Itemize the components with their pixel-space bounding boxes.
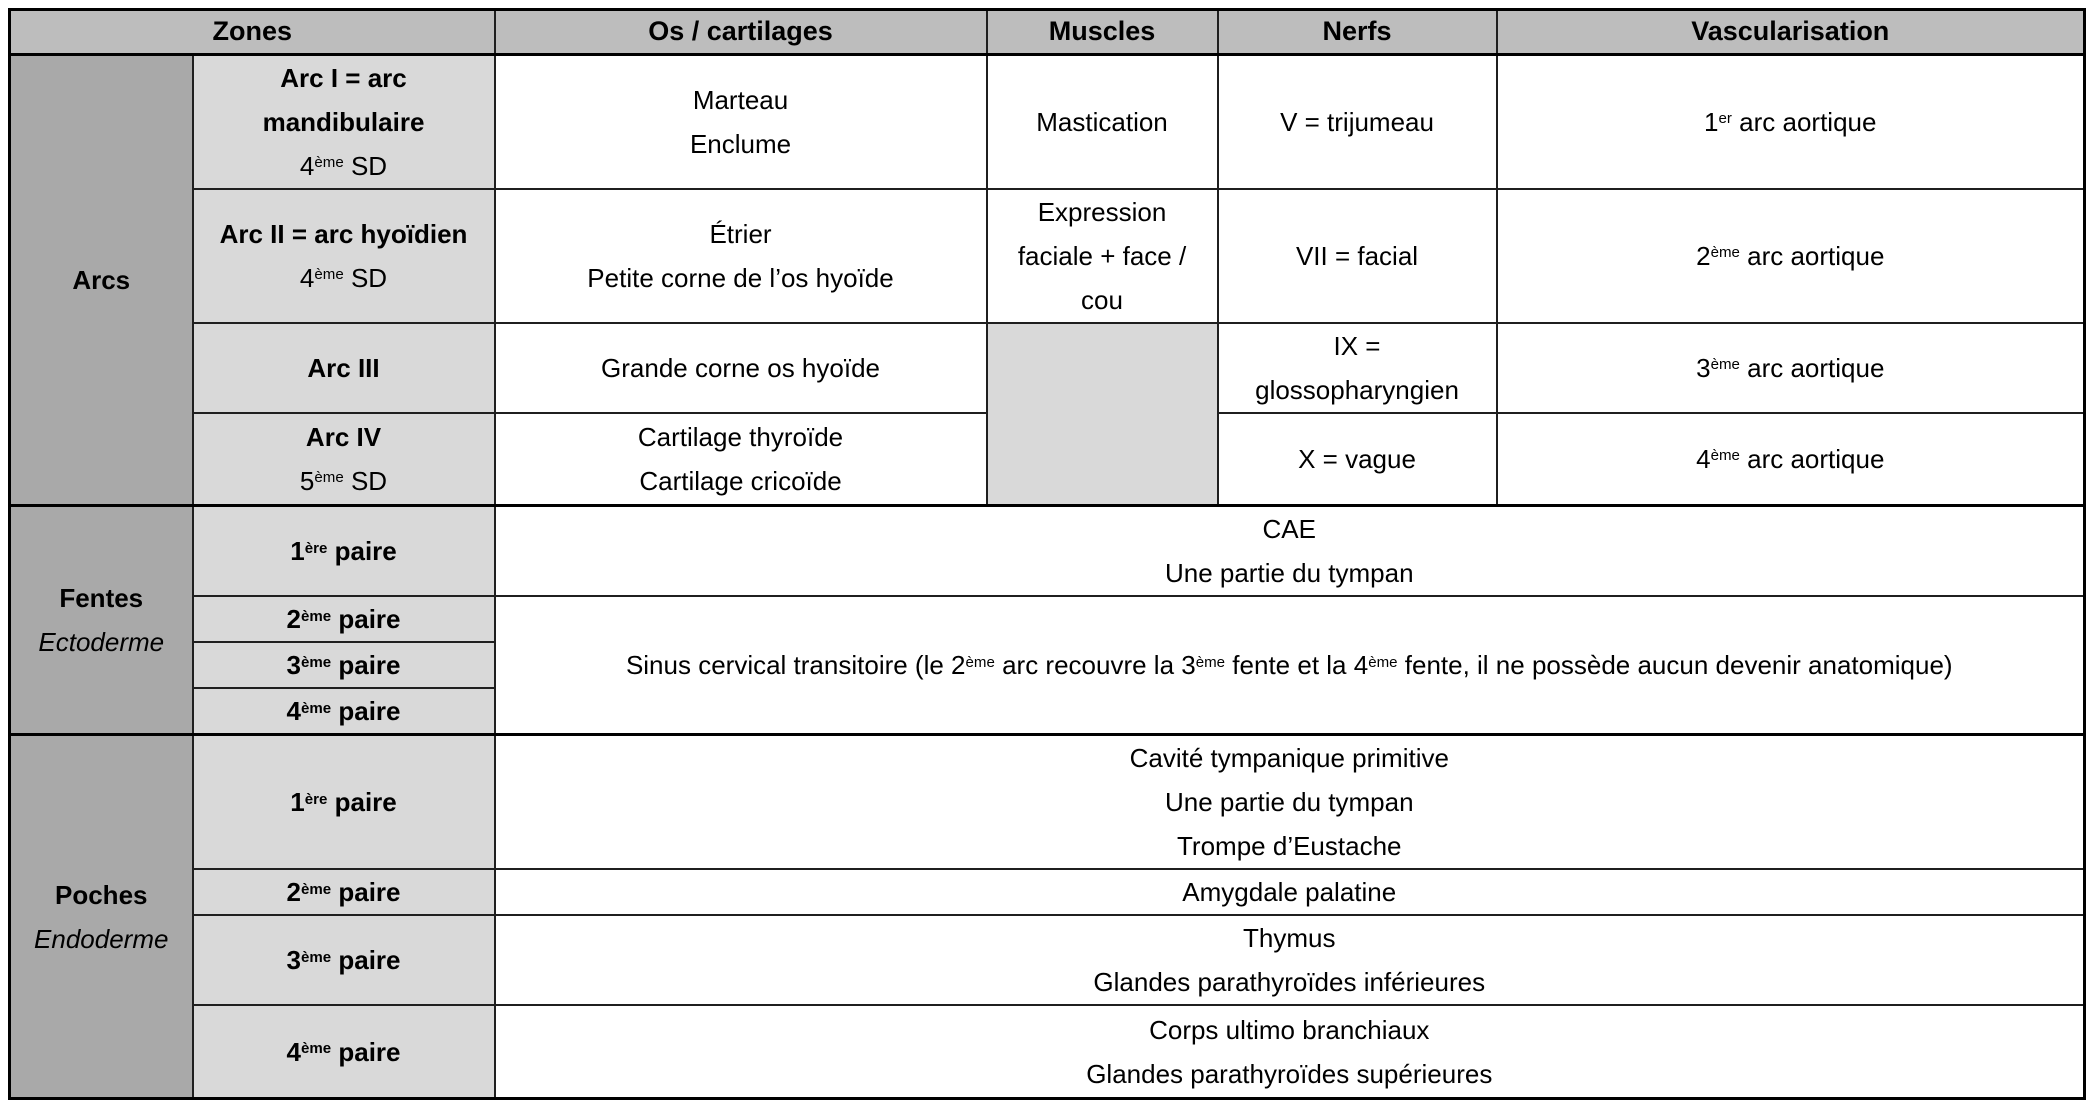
header-zones: Zones	[10, 10, 495, 55]
row-arc-3	[10, 323, 2085, 413]
header-muscles: Muscles	[987, 10, 1218, 55]
zone-fentes-sublabel: Ectoderme	[38, 627, 165, 658]
subzone-poches-pair-4	[193, 1005, 495, 1098]
header-nerfs: Nerfs	[1218, 10, 1497, 55]
row-fentes-1	[10, 506, 2085, 597]
cell-arc4-nerfs: X = vague	[1218, 413, 1497, 506]
fentes-pair-3-label: 3ème paire	[286, 650, 401, 681]
subzone-poches-pair-3	[193, 915, 495, 1005]
subzone-arc-3	[193, 323, 495, 413]
zone-arcs-label: Arcs	[72, 265, 131, 295]
cell-arc3-vascularisation: 3ème arc aortique	[1497, 323, 2085, 413]
cell-arc1-vascularisation: 1er arc aortique	[1497, 54, 2085, 189]
subzone-arc-1-title: Arc I = arc mandibulaire	[262, 62, 425, 137]
cell-fentes-pairs234-content: Sinus cervical transitoire (le 2ème arc recouvre la 3ème fente et la 4ème fente, il ne possède aucun devenir anatomique)	[495, 596, 2085, 735]
subzone-arc-3-title: Arc III	[307, 352, 380, 383]
poches-pair-2-label: 2ème paire	[286, 877, 401, 908]
subzone-arc-1-sd: 4ème SD	[299, 150, 388, 181]
cell-arc3-nerfs: IX = glossopharyngien	[1218, 323, 1497, 413]
poches-pair-3-label: 3ème paire	[286, 945, 401, 976]
cell-arc2-os: Étrier Petite corne de l’os hyoïde	[495, 189, 987, 323]
zone-arcs	[10, 54, 193, 506]
subzone-arc-2	[193, 189, 495, 323]
subzone-poches-pair-1	[193, 735, 495, 870]
row-poches-3	[10, 915, 2085, 1005]
subzone-arc-1	[193, 54, 495, 189]
fentes-pair-4-label: 4ème paire	[286, 696, 401, 727]
fentes-pair-1-label: 1ère paire	[290, 536, 397, 567]
row-fentes-2	[10, 596, 2085, 642]
header-vascularisation: Vascularisation	[1497, 10, 2085, 55]
subzone-arc-4-title: Arc IV	[305, 422, 382, 452]
zone-poches-label: Poches	[55, 879, 148, 910]
cell-poches-pair1-content: Cavité tympanique primitive Une partie du tympan Trompe d’Eustache	[495, 735, 2085, 870]
row-poches-4	[10, 1005, 2085, 1098]
cell-arc2-muscles: Expression faciale + face / cou	[987, 189, 1218, 323]
cell-arc4-vascularisation: 4ème arc aortique	[1497, 413, 2085, 506]
cell-arc1-os: Marteau Enclume	[495, 54, 987, 189]
cell-poches-pair3-content: Thymus Glandes parathyroïdes inférieures	[495, 915, 2085, 1005]
poches-pair-4-label: 4ème paire	[286, 1036, 401, 1067]
cell-arc4-os: Cartilage thyroïde Cartilage cricoïde	[495, 413, 987, 506]
subzone-poches-pair-2	[193, 869, 495, 915]
poches-pair-1-label: 1ère paire	[290, 787, 397, 818]
cell-arc2-nerfs: VII = facial	[1218, 189, 1497, 323]
subzone-arc-2-title: Arc II = arc hyoïdien	[219, 218, 468, 249]
zone-poches-sublabel: Endoderme	[34, 923, 169, 954]
subzone-fentes-pair-3	[193, 642, 495, 688]
subzone-arc-2-sd: 4ème SD	[299, 262, 388, 293]
cell-arc3-os: Grande corne os hyoïde	[495, 323, 987, 413]
subzone-arc-4-sd: 5ème SD	[299, 466, 388, 496]
header-row	[10, 10, 2085, 55]
subzone-fentes-pair-1	[193, 506, 495, 597]
subzone-arc-4	[193, 413, 495, 506]
row-arc-1	[10, 54, 2085, 189]
subzone-fentes-pair-2	[193, 596, 495, 642]
row-poches-2	[10, 869, 2085, 915]
cell-fentes-pair1-content: CAE Une partie du tympan	[495, 506, 2085, 597]
cell-arc2-vascularisation: 2ème arc aortique	[1497, 189, 2085, 323]
branchial-derivatives-table	[8, 8, 2086, 1100]
fentes-pair-2-label: 2ème paire	[286, 604, 401, 635]
row-arc-2	[10, 189, 2085, 323]
cell-poches-pair2-content: Amygdale palatine	[495, 869, 2085, 915]
cell-arc1-nerfs: V = trijumeau	[1218, 54, 1497, 189]
zone-fentes-label: Fentes	[59, 583, 144, 614]
row-poches-1	[10, 735, 2085, 870]
zone-poches	[10, 735, 193, 1099]
subzone-fentes-pair-4	[193, 688, 495, 735]
cell-arc34-muscles-empty	[987, 323, 1218, 506]
cell-arc1-muscles: Mastication	[987, 54, 1218, 189]
header-os-cartilages: Os / cartilages	[495, 10, 987, 55]
cell-poches-pair4-content: Corps ultimo branchiaux Glandes parathyroïdes supérieures	[495, 1005, 2085, 1098]
zone-fentes	[10, 506, 193, 735]
